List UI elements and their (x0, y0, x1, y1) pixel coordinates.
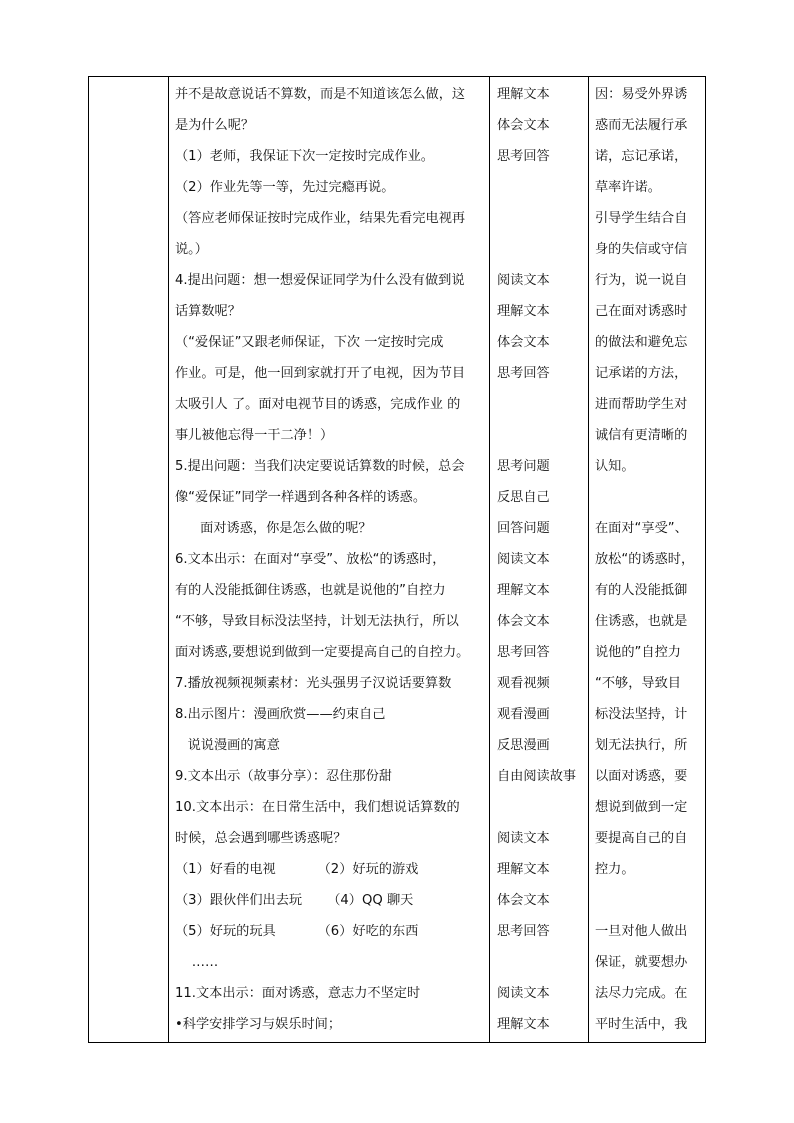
text-line: 要提高自己的自 (595, 831, 688, 846)
text-line: 理解文本 (497, 304, 550, 319)
text-line: 面对诱惑,要想说到做到一定要提高自己的自控力。 (175, 645, 470, 660)
column-divider (168, 77, 169, 1042)
text-line: 思考问题 (497, 459, 550, 474)
text-line: 想说到做到一定 (595, 800, 688, 815)
text-line: 思考回答 (497, 149, 550, 164)
text-line: 诚信有更清晰的 (595, 428, 688, 443)
text-line: （1）好看的电视 （2）好玩的游戏 (175, 862, 419, 877)
text-line: 7.播放视频视频素材：光头强男子汉说话要算数 (175, 676, 452, 691)
text-line: 理解文本 (497, 862, 550, 877)
text-line: 话算数呢？ (175, 304, 241, 319)
text-line: 保证，就要想办 (595, 955, 688, 970)
text-line: •科学安排学习与娱乐时间； (175, 1017, 342, 1032)
text-line: 身的失信或守信 (595, 242, 688, 257)
text-line: 10.文本出示：在日常生活中，我们想说话算数的 (175, 800, 460, 815)
text-line: 记承诺的方法， (595, 366, 688, 381)
text-line: 阅读文本 (497, 831, 550, 846)
text-line: （2）作业先等一等，先过完瘾再说。 (175, 180, 395, 195)
text-line: 回答问题 (497, 521, 550, 536)
text-line: 行为，说一说自 (595, 273, 688, 288)
text-line: 思考回答 (497, 924, 550, 939)
text-line: 是为什么呢？ (175, 118, 255, 133)
text-line: （答应老师保证按时完成作业，结果先看完电视再 (175, 211, 466, 226)
text-line: 阅读文本 (497, 986, 550, 1001)
text-line: （3）跟伙伴们出去玩 （4）QQ 聊天 (175, 893, 414, 908)
text-line: …… (175, 955, 219, 970)
text-line: （“爱保证”又跟老师保证，下次 一定按时完成 (175, 335, 444, 350)
text-line: 自由阅读故事 (497, 769, 577, 784)
text-line: 诺，忘记承诺， (595, 149, 688, 164)
text-line: 阅读文本 (497, 552, 550, 567)
text-line: 体会文本 (497, 893, 550, 908)
text-line: 4.提出问题：想一想爱保证同学为什么没有做到说 (175, 273, 465, 288)
text-line: “不够，导致目 (595, 676, 681, 691)
text-line: 思考回答 (497, 645, 550, 660)
text-line: 体会文本 (497, 335, 550, 350)
text-line: 并不是故意说话不算数，而是不知道该怎么做，这 (175, 87, 466, 102)
text-line: 观看视频 (497, 676, 550, 691)
column-divider (588, 77, 589, 1042)
text-line: 反思自己 (497, 490, 550, 505)
lesson-table (88, 76, 706, 1043)
text-line: 反思漫画 (497, 738, 550, 753)
text-line: （5）好玩的玩具 （6）好吃的东西 (175, 924, 419, 939)
text-line: 8.出示图片：漫画欣赏——约束自己 (175, 707, 386, 722)
text-line: 标没法坚持，计 (595, 707, 688, 722)
text-line: 一旦对他人做出 (595, 924, 688, 939)
text-line: 时候，总会遇到哪些诱惑呢？ (175, 831, 347, 846)
text-line: 5.提出问题：当我们决定要说话算数的时候，总会 (175, 459, 465, 474)
text-line: 9.文本出示（故事分享）：忍住那份甜 (175, 769, 392, 784)
text-line: 理解文本 (497, 583, 550, 598)
text-line: 太吸引人 了。面对电视节目的诱惑，完成作业 的 (175, 397, 461, 412)
text-line: 说他的”自控力 (595, 645, 681, 660)
text-line: 认知。 (595, 459, 635, 474)
text-line: 说说漫画的寓意 (175, 738, 280, 753)
text-line: 划无法执行，所 (595, 738, 688, 753)
text-line: 放松“的诱惑时， (595, 552, 695, 567)
text-line: 己在面对诱惑时 (595, 304, 688, 319)
text-line: 有的人没能抵御 (595, 583, 688, 598)
text-line: 进而帮助学生对 (595, 397, 688, 412)
text-line: 体会文本 (497, 118, 550, 133)
column-divider (489, 77, 490, 1042)
text-line: 惑而无法履行承 (595, 118, 688, 133)
text-line: 11.文本出示：面对诱惑，意志力不坚定时 (175, 986, 421, 1001)
text-line: 住诱惑，也就是 (595, 614, 688, 629)
text-line: 理解文本 (497, 87, 550, 102)
text-line: 在面对“享受”、 (595, 521, 688, 536)
text-line: 面对诱惑，你是怎么做的呢？ (175, 521, 372, 536)
text-line: 平时生活中，我 (595, 1017, 688, 1032)
text-line: 控力。 (595, 862, 635, 877)
text-line: 作业。可是，他一回到家就打开了电视，因为节目 (175, 366, 466, 381)
text-line: 阅读文本 (497, 273, 550, 288)
text-line: 观看漫画 (497, 707, 550, 722)
text-line: 以面对诱惑，要 (595, 769, 688, 784)
text-line: 体会文本 (497, 614, 550, 629)
text-line: 像“爱保证”同学一样遇到各种各样的诱惑。 (175, 490, 427, 505)
text-line: 6.文本出示：在面对“享受”、放松“的诱惑时， (175, 552, 446, 567)
text-line: 事儿被他忘得一干二净！） (175, 428, 334, 443)
text-line: 草率许诺。 (595, 180, 661, 195)
text-line: 引导学生结合自 (595, 211, 688, 226)
text-line: “不够，导致目标没法坚持，计划无法执行，所以 (175, 614, 459, 629)
text-line: 说。） (175, 242, 208, 257)
text-line: （1）老师，我保证下次一定按时完成作业。 (175, 149, 434, 164)
text-line: 因：易受外界诱 (595, 87, 688, 102)
text-line: 理解文本 (497, 1017, 550, 1032)
text-line: 的做法和避免忘 (595, 335, 688, 350)
text-line: 有的人没能抵御住诱惑，也就是说他的”自控力 (175, 583, 446, 598)
text-line: 法尽力完成。在 (595, 986, 688, 1001)
text-line: 思考回答 (497, 366, 550, 381)
